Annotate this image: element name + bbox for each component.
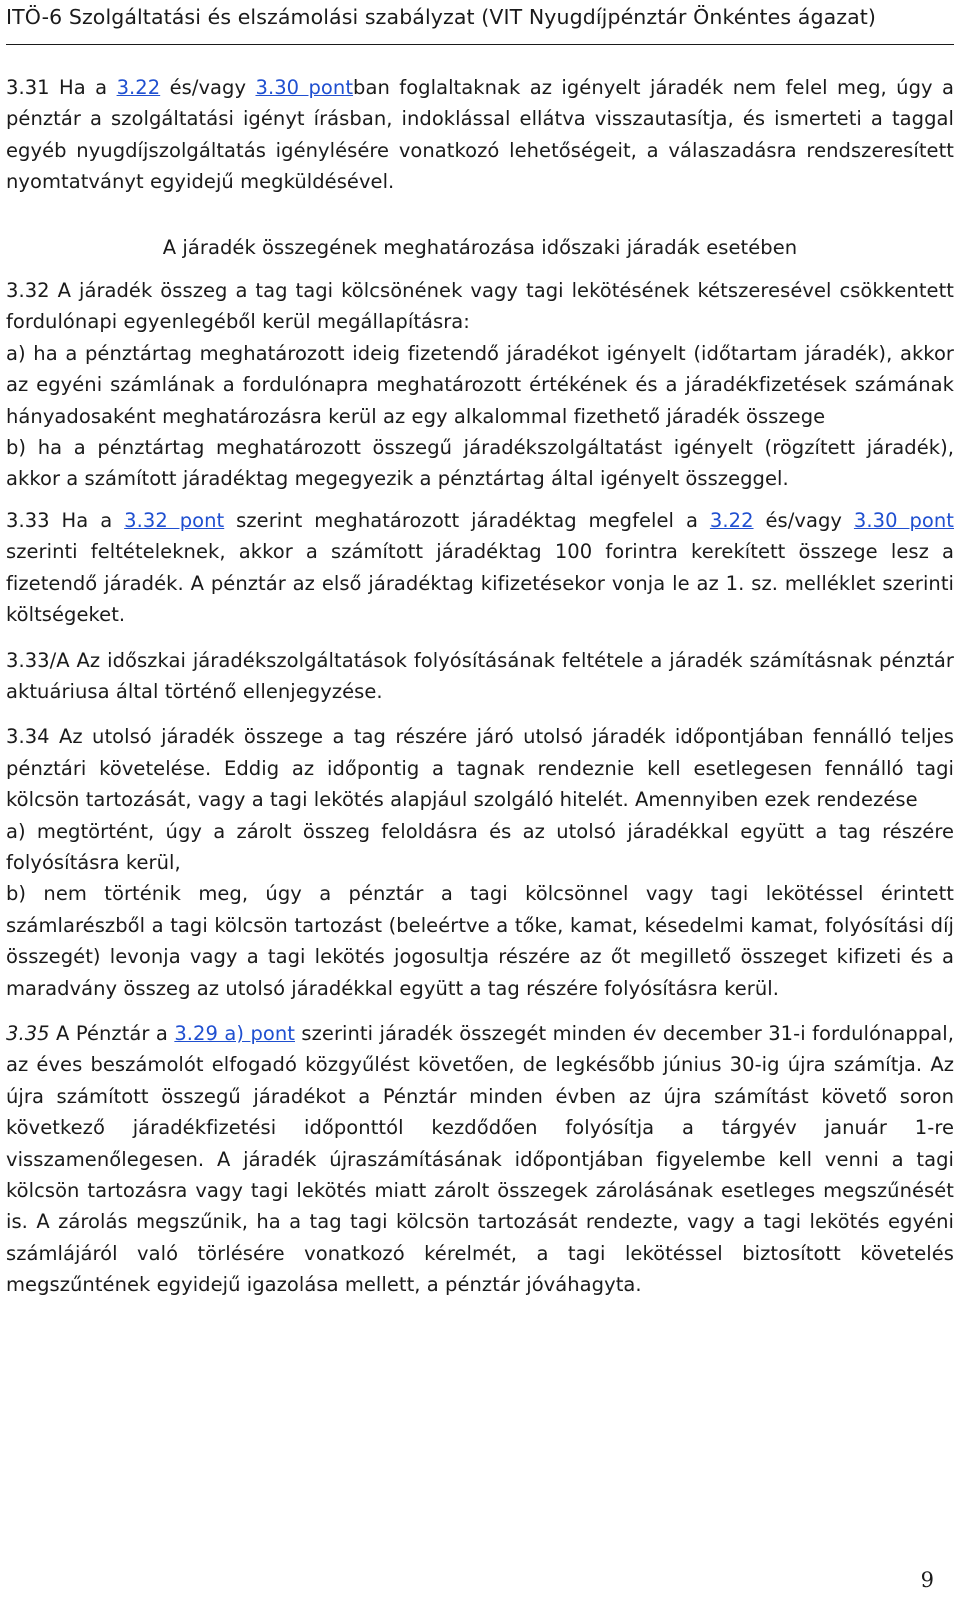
section-number: 3.31 Ha a (6, 76, 117, 99)
section-3-32-intro: 3.32 A járadék összeg a tag tagi kölcsönének vagy tagi lekötésének kétszeresével csökkentett fordulónapi egyenlegéből kerül megállapításra: (6, 279, 954, 334)
text-fragment: és/vagy (160, 76, 256, 99)
section-3-32-item-b: b) ha a pénztártag meghatározott összegű járadékszolgáltatást igényelt (rögzített járadék), akkor a számított járadéktag megegyezik a pénztártag által igényelt összeggel. (6, 436, 954, 491)
section-heading: A járadék összegének meghatározása időszaki járadák esetében (162, 235, 798, 259)
link-3-29-a-pont[interactable]: 3.29 a) pont (174, 1021, 295, 1045)
text-fragment: és/vagy (753, 508, 854, 532)
section-text: szerinti feltételeknek, akkor a számított járadéktag 100 forintra kerekített összege lesz a fizetendő járadék. A pénztár az első járadéktag kifizetésekor vonja le az 1. sz. melléklet szerinti költségeket. (6, 540, 954, 627)
link-3-22[interactable]: 3.22 (709, 508, 754, 532)
section-3-34-item-b: b) nem történik meg, úgy a pénztár a tagi kölcsönnel vagy tagi lekötéssel érintett számlarészből a tagi kölcsön tartozást (beleértve a tőke, kamat, késedelmi kamat, folyósítási díj összegét) levonja vagy a tagi lekötés jogosultja részére az őt megillető összeget kifizeti és a maradvány összeg az utolsó járadékkal együtt a tag részére folyósításra kerül. (6, 882, 954, 1000)
link-3-30-pont[interactable]: 3.30 pont (853, 508, 954, 532)
section-3-31 (6, 72, 954, 198)
link-3-32-pont[interactable]: 3.32 pont (124, 508, 225, 532)
document-body (6, 72, 954, 1301)
text-fragment: A Pénztár a (49, 1021, 175, 1045)
link-3-30-pont[interactable]: 3.30 pont (255, 76, 354, 99)
section-3-33-a: 3.33/A Az időszkai járadékszolgáltatások folyósításának feltétele a járadék számításnak pénztár aktuáriusa által történő ellenjegyzése. (6, 648, 954, 703)
link-3-22[interactable]: 3.22 (116, 76, 161, 99)
page-header (6, 0, 954, 45)
section-number: 3.35 (6, 1021, 50, 1045)
section-3-34-item-a: a) megtörtént, úgy a zárolt összeg feloldásra és az utolsó járadékkal együtt a tag részére folyósításra kerül, (6, 819, 954, 874)
section-3-34-intro: 3.34 Az utolsó járadék összege a tag részére járó utolsó járadék időpontjában fennálló teljes pénztári követelése. Eddig az időpontig a tagnak rendeznie kell esetlegesen fennálló tagi kölcsön tartozását, vagy a tagi lekötés alapjául szolgáló hitelét. Amennyiben ezek rendezése (6, 725, 954, 812)
text-fragment: szerint meghatározott járadéktag megfelel a (224, 508, 710, 532)
section-3-33 (6, 505, 954, 631)
page-number: 9 (920, 1568, 934, 1592)
section-3-35 (6, 1018, 954, 1301)
section-text: ban foglaltaknak az igényelt járadék nem felel meg, úgy a pénztár a szolgáltatási igényt írásban, indoklással ellátva visszautasítja, és ismerteti a taggal egyéb nyugdíjszolgáltatás igénylésére vonatkozó lehetőségeit, a válaszadásra rendszeresített nyomtatványt egyidejű megküldésével. (6, 76, 954, 194)
document-title: ITÖ-6 Szolgáltatási és elszámolási szabályzat (VIT Nyugdíjpénztár Önkéntes ágazat) (6, 5, 876, 29)
section-text: szerinti járadék összegét minden év december 31-i fordulónappal, az éves beszámolót elfogadó közgyűlést követően, de legkésőbb június 30-ig újra számítja. Az újra számított összegű járadékot a Pénztár minden évben az újra számítást követő soron következő járadékfizetési időponttól kezdődően folyósítja a tárgyév január 1-re visszamenőlegesen. A járadék újraszámításának időpontjában figyelembe kell venni a tagi kölcsön tartozásra vagy tagi lekötés miatt zárolt összegek zárolásának esetleges megszűnését is. A zárolás megszűnik, ha a tag tagi kölcsön tartozását rendezte, vagy a tagi lekötés egyéni számlájáról való törlésére vonatkozó kérelmét, a tagi lekötéssel biztosított követelés megszűntének egyidejű igazolása mellett, a pénztár jóváhagyta. (6, 1021, 954, 1297)
section-3-32-item-a: a) ha a pénztártag meghatározott ideig fizetendő járadékot igényelt (időtartam járadék), akkor az egyéni számlának a fordulónapra meghatározott értékének és a járadékfizetések számának hányadosaként meghatározásra kerül az egy alkalommal fizethető járadék összege (6, 341, 954, 428)
section-number: 3.33 Ha a (6, 508, 125, 532)
